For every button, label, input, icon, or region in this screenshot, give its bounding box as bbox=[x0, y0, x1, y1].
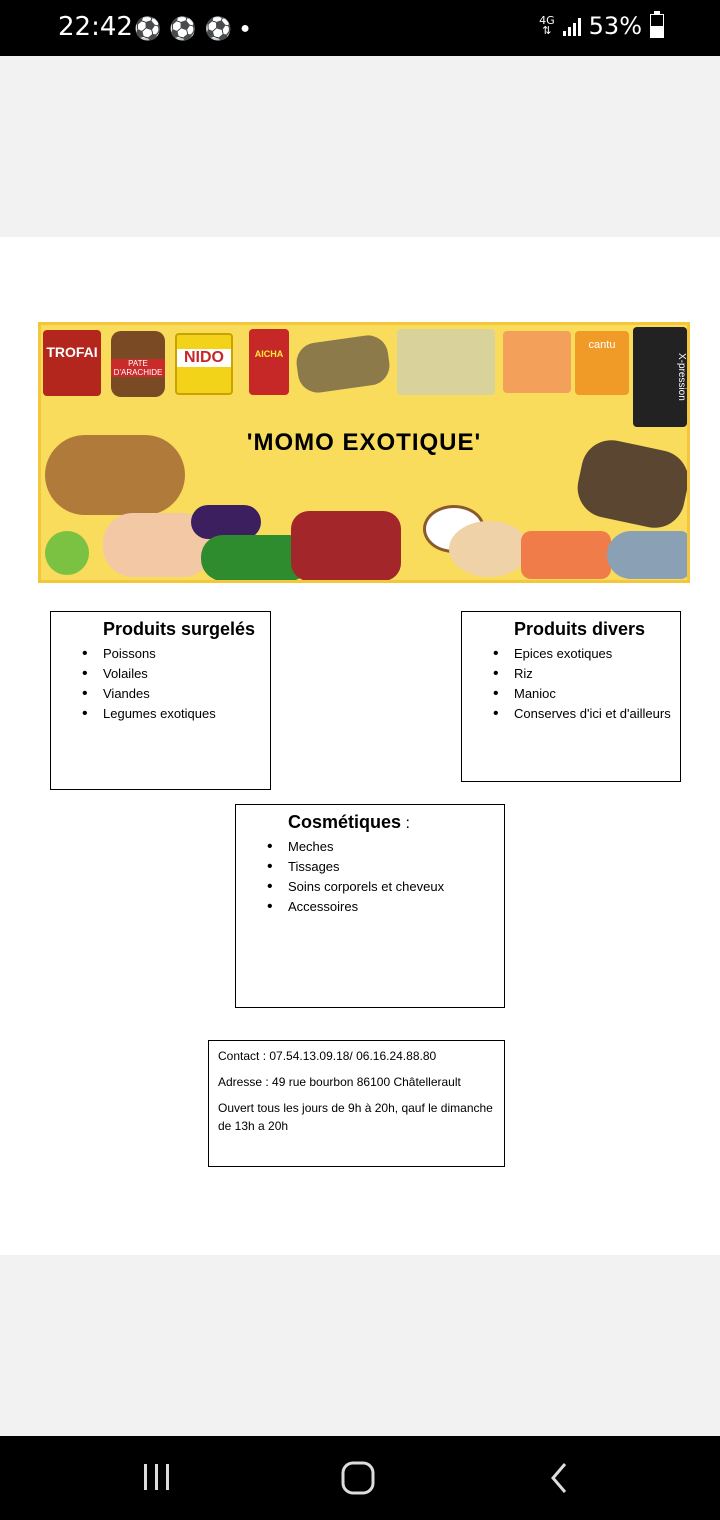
misc-products-list bbox=[462, 644, 680, 724]
soccer-ball-icon: ⚽ bbox=[169, 16, 197, 41]
misc-products-box bbox=[461, 611, 681, 782]
list-item: • Manioc bbox=[462, 684, 674, 704]
nido-tin: NIDO bbox=[175, 333, 233, 395]
contact-box bbox=[208, 1040, 505, 1167]
back-button[interactable] bbox=[545, 1460, 575, 1501]
frozen-products-list bbox=[51, 644, 270, 724]
network-type: 4G ⇅ bbox=[539, 14, 555, 37]
spices-spoons bbox=[45, 435, 185, 515]
list-item: • Riz bbox=[462, 664, 674, 684]
list-item: • Poissons bbox=[51, 644, 270, 664]
trofai-can: TROFAI bbox=[43, 330, 101, 396]
meat bbox=[291, 511, 401, 581]
list-item: • Volailes bbox=[51, 664, 270, 684]
couscous-packets bbox=[397, 329, 495, 395]
battery-percent: 53% bbox=[588, 12, 642, 40]
cosmetic-bottles bbox=[503, 331, 571, 393]
eggs bbox=[449, 521, 529, 577]
contact-address: Adresse : 49 rue bourbon 86100 Châtellerault bbox=[218, 1075, 461, 1089]
recents-icon bbox=[140, 1460, 174, 1494]
battery-icon bbox=[650, 14, 664, 38]
document-page bbox=[0, 237, 720, 1255]
peanut-paste-jar: PATE D'ARACHIDE bbox=[111, 331, 165, 397]
list-item: • Epices exotiques bbox=[462, 644, 674, 664]
xpression-hair-pack: X-pression bbox=[633, 327, 687, 427]
dot-icon: ● bbox=[240, 20, 250, 37]
cosmetics-list bbox=[236, 837, 504, 917]
recents-button[interactable] bbox=[140, 1460, 174, 1499]
cassava-leaves bbox=[294, 333, 392, 395]
misc-products-title: Produits divers bbox=[514, 619, 646, 639]
banner-image bbox=[38, 322, 690, 583]
eggplant bbox=[191, 505, 261, 539]
home-button[interactable] bbox=[340, 1460, 376, 1501]
navigation-bar bbox=[0, 1436, 720, 1520]
cosmetics-title bbox=[288, 812, 504, 833]
fish bbox=[607, 531, 689, 579]
status-time: 22:42 bbox=[58, 12, 133, 42]
status-right bbox=[539, 12, 664, 40]
list-item: • Legumes exotiques bbox=[51, 704, 270, 724]
cosmetics-title-suffix: : bbox=[401, 815, 410, 832]
list-item: • Soins corporels et cheveux bbox=[236, 877, 504, 897]
frozen-products-title: Produits surgelés bbox=[103, 619, 256, 639]
banner-title: 'MOMO EXOTIQUE' bbox=[246, 429, 482, 456]
contact-phone: Contact : 07.54.13.09.18/ 06.16.24.88.80 bbox=[218, 1049, 437, 1063]
list-item: • Conserves d'ici et d'ailleurs bbox=[462, 704, 674, 724]
cosmetics-title-text: Cosmétiques bbox=[288, 812, 402, 832]
cantu-jar: cantu bbox=[575, 331, 629, 395]
lime bbox=[45, 531, 89, 575]
signal-icon bbox=[563, 16, 581, 36]
soccer-ball-icon: ⚽ bbox=[134, 16, 162, 41]
back-icon bbox=[545, 1460, 575, 1496]
contact-hours: Ouvert tous les jours de 9h à 20h, qauf le dimanche de 13h a 20h bbox=[218, 1101, 493, 1133]
status-bar bbox=[0, 0, 720, 56]
notification-icons bbox=[134, 16, 250, 42]
aicha-jar: AICHA bbox=[249, 329, 289, 395]
list-item: • Meches bbox=[236, 837, 504, 857]
salmon bbox=[521, 531, 611, 579]
list-item: • Tissages bbox=[236, 857, 504, 877]
home-icon bbox=[340, 1460, 376, 1496]
cosmetics-box bbox=[235, 804, 505, 1008]
list-item: • Viandes bbox=[51, 684, 270, 704]
soccer-ball-icon: ⚽ bbox=[204, 16, 233, 41]
list-item: • Accessoires bbox=[236, 897, 504, 917]
frozen-products-box bbox=[50, 611, 271, 790]
